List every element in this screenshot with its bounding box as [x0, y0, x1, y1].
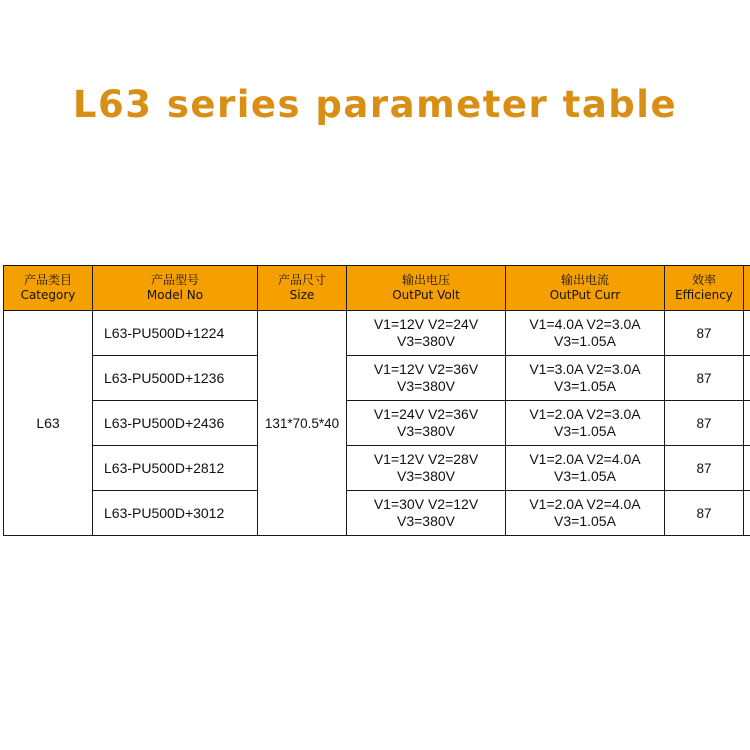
- curr-line-2: V3=1.05A: [554, 378, 616, 394]
- header-output-volt-en: OutPut Volt: [392, 288, 460, 302]
- extra-cell: [744, 446, 750, 491]
- volt-cell: [347, 491, 506, 536]
- header-model: [93, 266, 258, 311]
- volt-cell: [347, 356, 506, 401]
- volt-line-2: V3=380V: [397, 333, 455, 349]
- header-efficiency-cn: 效率: [691, 273, 716, 287]
- volt-cell: [347, 446, 506, 491]
- header-row: [4, 266, 750, 311]
- efficiency-cell: 87: [665, 311, 744, 356]
- curr-line-1: V1=2.0A V2=4.0A: [529, 496, 641, 512]
- header-model-cn: 产品型号: [150, 273, 199, 287]
- volt-line-1: V1=24V V2=36V: [373, 406, 479, 422]
- header-output-volt-cn: 输出电压: [401, 273, 450, 287]
- size-cell: 131*70.5*40: [258, 311, 347, 536]
- header-output-curr: [506, 266, 665, 311]
- header-category-cn: 产品类目: [23, 273, 72, 287]
- header-size: [258, 266, 347, 311]
- header-category: [4, 266, 93, 311]
- page-title: L63 series parameter table: [72, 83, 678, 126]
- curr-cell: [506, 491, 665, 536]
- curr-line-1: V1=2.0A V2=4.0A: [529, 451, 641, 467]
- curr-line-1: V1=2.0A V2=3.0A: [529, 406, 641, 422]
- header-model-en: Model No: [146, 288, 204, 302]
- header-size-cn: 产品尺寸: [277, 273, 326, 287]
- table-row: [4, 311, 750, 356]
- header-efficiency-en: Efficiency: [675, 288, 733, 302]
- table-row: [4, 401, 750, 446]
- model-cell: L63-PU500D+2812: [93, 446, 258, 491]
- curr-line-1: V1=4.0A V2=3.0A: [529, 316, 641, 332]
- table-row: [4, 491, 750, 536]
- volt-line-1: V1=12V V2=28V: [373, 451, 479, 467]
- extra-cell: [744, 401, 750, 446]
- curr-line-2: V3=1.05A: [554, 423, 616, 439]
- model-cell: L63-PU500D+3012: [93, 491, 258, 536]
- efficiency-cell: 87: [665, 491, 744, 536]
- curr-cell: [506, 446, 665, 491]
- header-efficiency: [665, 266, 744, 311]
- parameter-table: [3, 265, 750, 536]
- curr-line-2: V3=1.05A: [554, 513, 616, 529]
- header-size-en: Size: [289, 288, 315, 302]
- volt-line-2: V3=380V: [397, 378, 455, 394]
- extra-cell: [744, 356, 750, 401]
- volt-line-2: V3=380V: [397, 513, 455, 529]
- curr-cell: [506, 356, 665, 401]
- efficiency-cell: 87: [665, 446, 744, 491]
- volt-line-2: V3=380V: [397, 423, 455, 439]
- efficiency-cell: 87: [665, 401, 744, 446]
- extra-cell: [744, 491, 750, 536]
- curr-line-1: V1=3.0A V2=3.0A: [529, 361, 641, 377]
- curr-line-2: V3=1.05A: [554, 333, 616, 349]
- efficiency-cell: 87: [665, 356, 744, 401]
- header-extra: [744, 266, 750, 311]
- table-row: [4, 356, 750, 401]
- volt-cell: [347, 401, 506, 446]
- volt-cell: [347, 311, 506, 356]
- model-cell: L63-PU500D+2436: [93, 401, 258, 446]
- curr-cell: [506, 311, 665, 356]
- header-output-curr-en: OutPut Curr: [549, 288, 621, 302]
- header-output-volt: [347, 266, 506, 311]
- category-cell: L63: [4, 311, 93, 536]
- volt-line-1: V1=12V V2=36V: [373, 361, 479, 377]
- extra-cell: [744, 311, 750, 356]
- model-cell: L63-PU500D+1224: [93, 311, 258, 356]
- header-output-curr-cn: 输出电流: [560, 273, 609, 287]
- volt-line-1: V1=12V V2=24V: [373, 316, 479, 332]
- volt-line-1: V1=30V V2=12V: [373, 496, 479, 512]
- model-cell: L63-PU500D+1236: [93, 356, 258, 401]
- table-row: [4, 446, 750, 491]
- volt-line-2: V3=380V: [397, 468, 455, 484]
- curr-cell: [506, 401, 665, 446]
- header-category-en: Category: [20, 288, 76, 302]
- curr-line-2: V3=1.05A: [554, 468, 616, 484]
